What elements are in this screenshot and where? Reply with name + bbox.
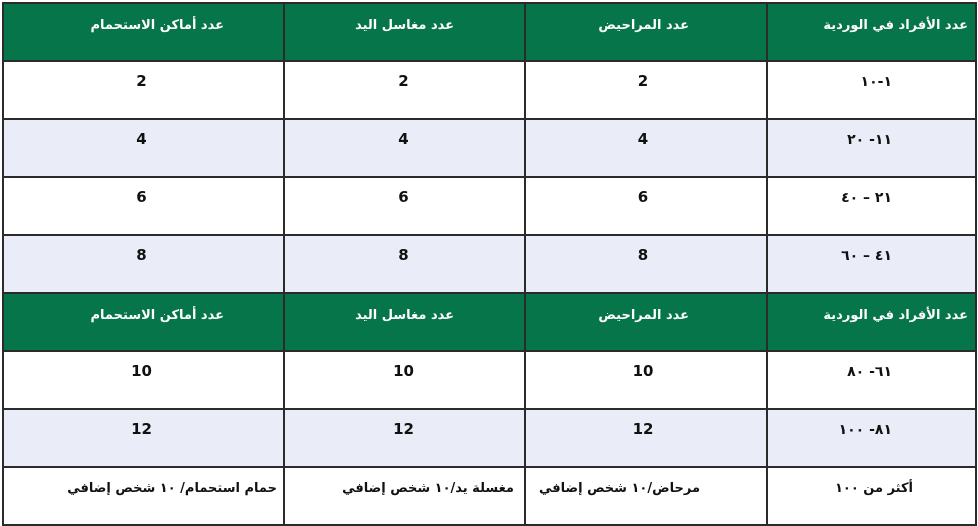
table-row xyxy=(3,177,976,235)
cell-value: 6 xyxy=(136,188,147,206)
cell-showers xyxy=(3,235,284,293)
cell-value: 4 xyxy=(637,130,649,148)
cell-people xyxy=(767,409,976,467)
cell-toilets xyxy=(525,467,767,525)
cell-showers xyxy=(3,351,284,409)
cell-value: 4 xyxy=(136,130,147,148)
header-label: عدد مغاسل اليد xyxy=(355,308,454,323)
cell-value: 2 xyxy=(637,72,649,90)
cell-value: 8 xyxy=(398,246,409,264)
header-label: عدد المراحيض xyxy=(598,18,689,33)
cell-value: 2 xyxy=(398,72,409,90)
cell-people xyxy=(767,61,976,119)
table-row xyxy=(3,235,976,293)
cell-basins xyxy=(284,409,525,467)
cell-basins xyxy=(284,119,525,177)
cell-value: 12 xyxy=(632,420,654,438)
header-cell-people xyxy=(767,293,976,351)
cell-showers xyxy=(3,119,284,177)
header-cell-showers xyxy=(3,3,284,61)
cell-toilets xyxy=(525,119,767,177)
cell-basins xyxy=(284,235,525,293)
cell-value: ٦١- ٨٠ xyxy=(847,364,892,380)
header-cell-toilets xyxy=(525,293,767,351)
header-label: عدد الأفراد في الوردية xyxy=(823,308,968,323)
cell-value: مرحاض/١٠ شخص إضافي xyxy=(538,481,700,496)
cell-value: ١-١٠ xyxy=(860,74,892,90)
cell-toilets xyxy=(525,177,767,235)
cell-toilets xyxy=(525,61,767,119)
cell-showers xyxy=(3,409,284,467)
cell-value: 6 xyxy=(398,188,409,206)
cell-showers xyxy=(3,467,284,525)
cell-value: ٢١ – ٤٠ xyxy=(841,190,892,206)
header-cell-showers xyxy=(3,293,284,351)
header-label: عدد أماكن الاستحمام xyxy=(90,18,224,33)
cell-value: 2 xyxy=(136,72,147,90)
cell-value: 10 xyxy=(393,362,414,380)
cell-basins xyxy=(284,467,525,525)
cell-people xyxy=(767,235,976,293)
table-row xyxy=(3,409,976,467)
table-row xyxy=(3,467,976,525)
cell-people xyxy=(767,119,976,177)
cell-value: أكثر من ١٠٠ xyxy=(834,481,913,496)
cell-value: ١١- ٢٠ xyxy=(847,132,892,148)
cell-showers xyxy=(3,177,284,235)
header-cell-toilets xyxy=(525,3,767,61)
cell-people xyxy=(767,177,976,235)
cell-value: 12 xyxy=(131,420,152,438)
cell-value: 12 xyxy=(393,420,414,438)
header-label: عدد مغاسل اليد xyxy=(355,18,454,33)
table-row xyxy=(3,61,976,119)
cell-value: 4 xyxy=(398,130,409,148)
cell-people xyxy=(767,467,976,525)
cell-value: 8 xyxy=(637,246,649,264)
table-header-row xyxy=(3,293,976,351)
header-cell-people xyxy=(767,3,976,61)
sanitary-facilities-table xyxy=(2,2,977,526)
cell-value: حمام استحمام/ ١٠ شخص إضافي xyxy=(67,481,277,496)
table-header-row xyxy=(3,3,976,61)
cell-value: 10 xyxy=(632,362,654,380)
cell-toilets xyxy=(525,351,767,409)
header-label: عدد الأفراد في الوردية xyxy=(823,18,968,33)
cell-value: 6 xyxy=(637,188,649,206)
cell-toilets xyxy=(525,409,767,467)
cell-basins xyxy=(284,61,525,119)
cell-toilets xyxy=(525,235,767,293)
cell-value: ٨١- ١٠٠ xyxy=(838,422,892,438)
table-row xyxy=(3,119,976,177)
cell-basins xyxy=(284,351,525,409)
header-cell-basins xyxy=(284,3,525,61)
cell-showers xyxy=(3,61,284,119)
cell-value: مغسلة يد/١٠ شخص إضافي xyxy=(342,481,514,496)
cell-value: 8 xyxy=(136,246,147,264)
cell-value: ٤١ – ٦٠ xyxy=(841,248,892,264)
cell-basins xyxy=(284,177,525,235)
table-row xyxy=(3,351,976,409)
cell-value: 10 xyxy=(131,362,152,380)
header-label: عدد المراحيض xyxy=(598,308,689,323)
header-label: عدد أماكن الاستحمام xyxy=(90,308,224,323)
cell-people xyxy=(767,351,976,409)
header-cell-basins xyxy=(284,293,525,351)
